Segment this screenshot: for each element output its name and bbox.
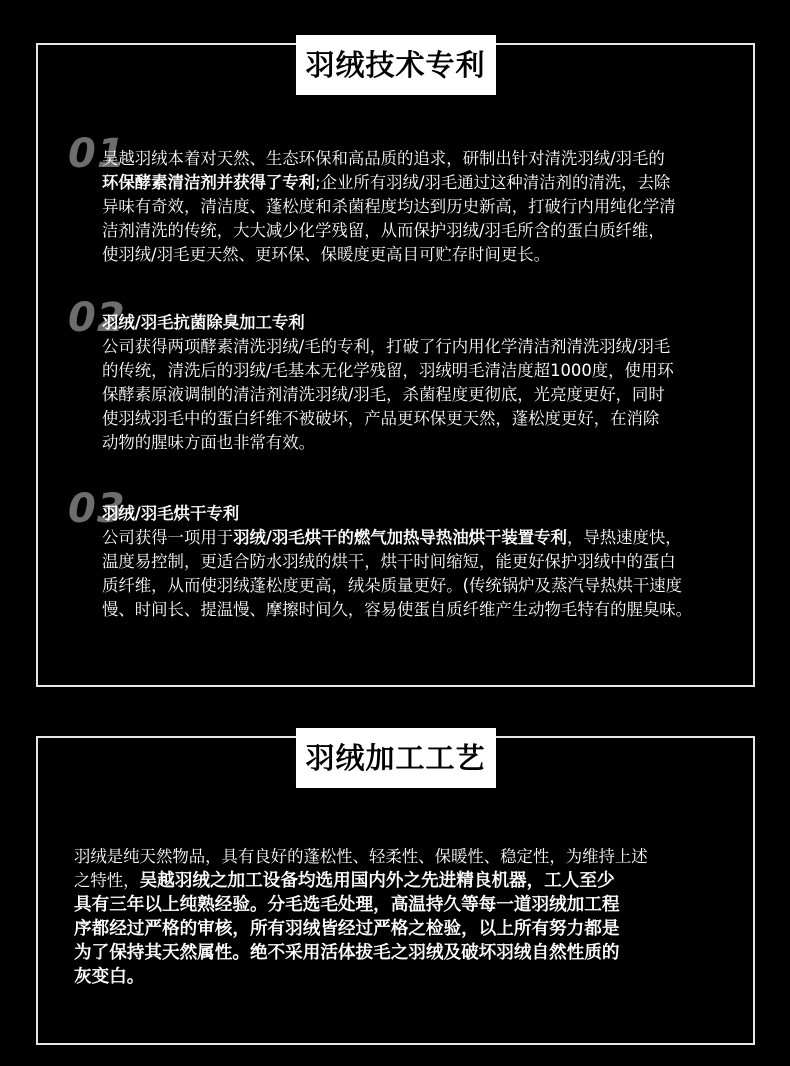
process-text <box>74 845 648 989</box>
patent-section-1 <box>68 131 745 267</box>
text-line <box>74 845 648 869</box>
process-title: 羽绒加工工艺 <box>295 728 495 788</box>
bold-text-run: 羽绒/羽毛烘干专利 <box>102 504 240 523</box>
section-number: 02 <box>68 295 126 341</box>
text-line <box>102 383 745 407</box>
section-number: 01 <box>68 131 126 177</box>
text-run: 质纤维，从而使羽绒蓬松度更高，绒朵质量更好。(传统锅炉及蒸汽导热烘干速度 <box>102 576 683 595</box>
text-line <box>74 941 648 965</box>
text-line <box>102 359 745 383</box>
text-line <box>102 171 745 195</box>
text-line <box>102 195 745 219</box>
text-run: ;企业所有羽绒/羽毛通过这种清洁剂的清洗，去除 <box>315 173 671 192</box>
text-run: 吴越羽绒本着对天然、生态环保和高品质的追求，研制出针对清洗羽绒/羽毛的 <box>102 149 665 168</box>
text-run: ，导热速度快， <box>566 528 682 547</box>
text-line <box>74 893 648 917</box>
text-run: 慢、时间长、提温慢、摩擦时间久，容易使蛋自质纤维产生动物毛特有的腥臭味。 <box>102 600 693 619</box>
text-run: 异味有奇效，清洁度、蓬松度和杀菌程度均达到历史新高，打破行内用纯化学清 <box>102 197 676 216</box>
text-run: 使羽绒羽毛中的蛋白纤维不被破坏，产品更环保更天然，蓬松度更好，在消除 <box>102 409 660 428</box>
text-line <box>102 550 745 574</box>
bold-text-run: 具有三年以上纯熟经验。分毛选毛处理，高温持久等每一道羽绒加工程 <box>74 895 620 915</box>
patents-panel <box>36 43 755 687</box>
text-line <box>102 598 745 622</box>
text-run: 温度易控制，更适合防水羽绒的烘干，烘干时间缩短，能更好保护羽绒中的蛋白 <box>102 552 676 571</box>
text-run: 之特性， <box>74 871 140 890</box>
text-line <box>102 502 745 526</box>
text-line <box>102 407 745 431</box>
text-line <box>74 869 648 893</box>
bold-text-run: 吴越羽绒之加工设备均选用国内外之先进精良机器，工人至少 <box>139 871 615 891</box>
section-text <box>102 147 745 267</box>
text-line <box>74 965 648 989</box>
text-line <box>102 311 745 335</box>
section-text <box>102 502 745 622</box>
bold-text-run: 羽绒/羽毛烘干的燃气加热导热油烘干装置专利 <box>233 528 567 547</box>
text-line <box>102 526 745 550</box>
text-line <box>102 219 745 243</box>
text-run: 羽绒是纯天然物品，具有良好的蓬松性、轻柔性、保暖性、稳定性，为维持上述 <box>74 847 648 866</box>
patents-title: 羽绒技术专利 <box>295 35 495 95</box>
bold-text-run: 羽绒/羽毛抗菌除臭加工专利 <box>102 313 305 332</box>
bold-text-run: 灰变白。 <box>74 967 145 987</box>
text-line <box>102 574 745 598</box>
text-run: 使羽绒/羽毛更天然、更环保、保暖度更高目可贮存时间更长。 <box>102 245 551 264</box>
text-run: 公司获得一项用于 <box>102 528 234 547</box>
section-number: 03 <box>68 486 126 532</box>
text-run: 保酵素原液调制的清洁剂清洗羽绒/羽毛，杀菌程度更彻底，光亮度更好，同时 <box>102 385 665 404</box>
text-line <box>102 147 745 171</box>
bold-text-run: 序都经过严格的审核，所有羽绒皆经过严格之检验，以上所有努力都是 <box>74 919 620 939</box>
section-text <box>102 311 745 455</box>
patent-section-3 <box>68 486 745 622</box>
text-line <box>74 917 648 941</box>
text-line <box>102 243 745 267</box>
text-run: 洁剂清洗的传统，大大减少化学残留，从而保护羽绒/羽毛所含的蛋白质纤维， <box>102 221 665 240</box>
text-run: 动物的腥味方面也非常有效。 <box>102 433 316 452</box>
bold-text-run: 为了保持其天然属性。绝不采用活体拔毛之羽绒及破坏羽绒自然性质的 <box>74 943 620 963</box>
text-run: 公司获得两项酵素清洗羽绒/毛的专利，打破了行内用化学清洁剂清洗羽绒/羽毛 <box>102 337 671 356</box>
process-panel <box>36 736 755 1045</box>
text-line <box>102 335 745 359</box>
text-run: 的传统，清洗后的羽绒/毛基本无化学残留，羽绒明毛清洁度超1000度，使用环 <box>102 361 674 380</box>
patent-section-2 <box>68 295 745 455</box>
text-line <box>102 431 745 455</box>
bold-text-run: 环保酵素清洁剂并获得了专利 <box>102 173 316 192</box>
